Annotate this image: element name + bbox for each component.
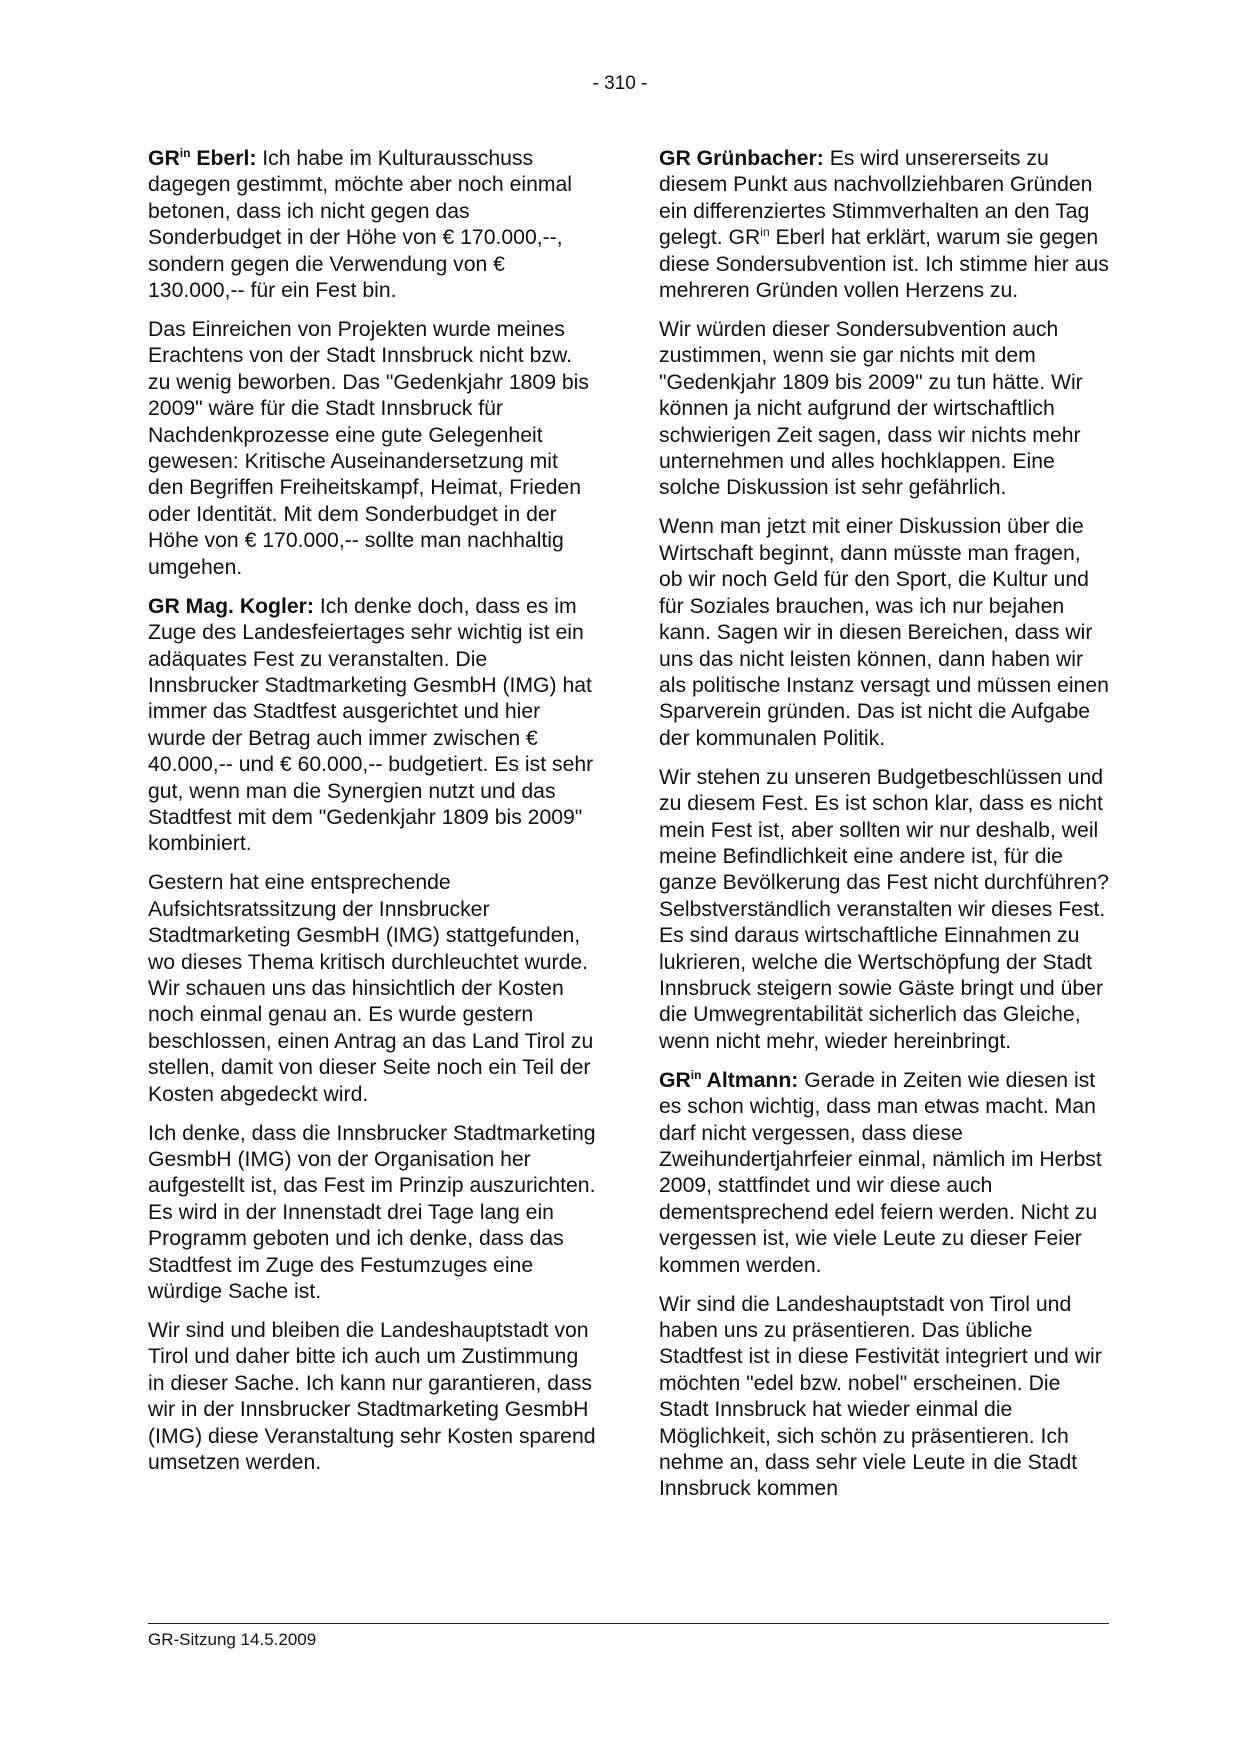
superscript: in [760,225,770,240]
footer-text: GR-Sitzung 14.5.2009 [148,1630,317,1649]
paragraph-gruenbacher [659,146,1109,304]
paragraph: Wir sind und bleiben die Landeshauptstadt von Tirol und daher bitte ich auch um Zustimmung in dieser Sache. Ich kann nur garantieren, dass wir in der Innsbrucker Stadtmarketing GesmbH (IMG) diese Veranstaltung sehr Kosten sparend umsetzen werden. [148,1319,596,1475]
paragraph-altmann [659,1068,1109,1279]
footer-divider [148,1623,1109,1624]
speaker-altmann [659,1069,798,1092]
speaker-kogler: GR Mag. Kogler: [148,594,314,618]
right-column [659,146,1109,1515]
paragraph: Wir sind die Landeshauptstadt von Tirol und haben uns zu präsentieren. Das übliche Stadtfest ist in diese Festivität integriert und wir möchten "edel bzw. nobel" erscheinen. Die Stadt Innsbruck hat wieder einmal die Möglichkeit, sich schön zu präsentieren. Ich nehme an, dass sehr viele Leute in die Stadt Innsbruck kommen [659,1292,1102,1501]
paragraph: Das Einreichen von Projekten wurde meines Erachtens von der Stadt Innsbruck nicht bzw. zu wenig beworben. Das "Gedenkjahr 1809 bis 2009" wäre für die Stadt Innsbruck für Nachdenkprozesse eine gute Gelegenheit gewesen: Kritische Auseinandersetzung mit den Begriffen Freiheitskampf, Heimat, Frieden oder Identität. Mit dem Sonderbudget in der Höhe von € 170.000,-- sollte man nachhaltig umgehen. [148,318,589,579]
paragraph: Ich denke, dass die Innsbrucker Stadtmarketing GesmbH (IMG) von der Organisation her aufgestellt ist, das Fest im Prinzip auszurichten. Es wird in der Innenstadt drei Tage lang ein Programm geboten und ich denke, dass das Stadtfest im Zuge des Festumzuges eine würdige Sache ist. [148,1121,596,1304]
speaker-gruenbacher: GR Grünbacher: [659,147,824,170]
page-number: - 310 - [592,73,648,94]
paragraph-text: Ich denke doch, dass es im Zuge des Landesfeiertages sehr wichtig ist ein adäquates Fest zu veranstalten. Die Innsbrucker Stadtmarketing GesmbH (IMG) hat immer das Stadtfest ausgerichtet und hier wurde der Betrag auch immer zwischen € 40.000,-- und € 60.000,-- budgetiert. Es ist sehr gut, wenn man die Synergien nutzt und das Stadtfest mit dem "Gedenkjahr 1809 bis 2009" kombiniert. [148,594,594,856]
paragraph: Wenn man jetzt mit einer Diskussion über die Wirtschaft beginnt, dann müsste man fragen, ob wir noch Geld für den Sport, die Kultur und für Soziales brauchen, was ich nur bejahen kann. Sagen wir in diesen Bereichen, dass wir uns das nicht leisten können, dann haben wir als politische Instanz versagt und müssen einen Sparverein gründen. Das ist nicht die Aufgabe der kommunalen Politik. [659,515,1109,750]
paragraph: Wir stehen zu unseren Budgetbeschlüssen und zu diesem Fest. Es ist schon klar, dass es nicht mein Fest ist, aber sollten wir nur deshalb, weil meine Befindlichkeit eine andere ist, für die ganze Bevölkerung das Fest nicht durchführen? Selbstverständlich veranstalten wir dieses Fest. Es sind daraus wirtschaftliche Einnahmen zu lukrieren, welche die Wertschöpfung der Stadt Innsbruck steigern sowie Gäste bringt und über die Umwegrentabilität sicherlich das Gleiche, wenn nicht mehr, wieder hereinbringt. [659,765,1109,1053]
paragraph-text: Es wird unsererseits zu diesem Punkt aus nachvollziehbaren Gründen ein differenziertes Stimmverhalten an den Tag gelegt. GR [659,147,1093,250]
paragraph-kogler [148,594,598,858]
paragraph: Wir würden dieser Sondersubvention auch zustimmen, wenn sie gar nichts mit dem "Gedenkjahr 1809 bis 2009" zu tun hätte. Wir können ja nicht aufgrund der wirtschaftlich schwierigen Zeit sagen, dass wir nichts mehr unternehmen und alles hochklappen. Eine solche Diskussion ist sehr gefährlich. [659,318,1083,500]
left-column [148,146,598,1489]
speaker-eberl [148,147,256,170]
speaker-name: Altmann: [701,1068,799,1092]
paragraph-eberl [148,146,598,304]
paragraph: Gestern hat eine entsprechende Aufsichtsratssitzung der Innsbrucker Stadtmarketing GesmbH (IMG) stattgefunden, wo dieses Thema kritisch durchleuchtet wurde. Wir schauen uns das hinsichtlich der Kosten noch einmal genau an. Es wurde gestern beschlossen, einen Antrag an das Land Tirol zu stellen, damit von dieser Seite noch ein Teil der Kosten abgedeckt wird. [148,871,594,1106]
paragraph-text: Eberl hat erklärt, warum sie gegen diese Sondersubvention ist. Ich stimme hier aus mehreren Gründen vollen Herzens zu. [659,226,1109,303]
paragraph-text: Gerade in Zeiten wie diesen ist es schon wichtig, dass man etwas macht. Man darf nicht vergessen, dass diese Zweihundertjahrfeier einmal, nämlich im Herbst 2009, stattfindet und wir diese auch dementsprechend edel feiern werden. Nicht zu vergessen ist, wie viele Leute zu dieser Feier kommen werden. [659,1068,1102,1277]
speaker-superscript: in [690,1067,702,1082]
speaker-superscript: in [179,146,191,160]
paragraph-text: Ich habe im Kulturausschuss dagegen gestimmt, möchte aber noch einmal betonen, dass ich nicht gegen das Sonderbudget in der Höhe von € 170.000,--, sondern gegen die Verwendung von € 130.000,-- für ein Fest bin. [148,147,572,303]
speaker-prefix: GR [148,147,180,170]
speaker-prefix: GR [659,1068,691,1092]
speaker-name: Eberl: [190,147,257,170]
